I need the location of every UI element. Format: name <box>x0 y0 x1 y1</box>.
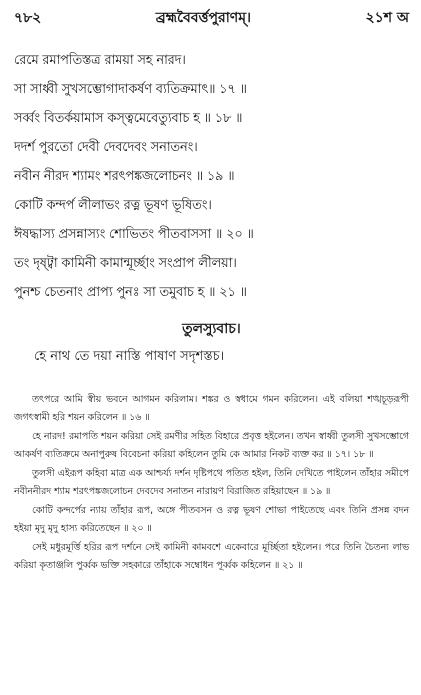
verse-line: নবীন নীরদ শ্যামং শরৎপঙ্কজলোচনং ॥ ১৯ ॥ <box>14 169 235 184</box>
verse-line: কোটি কন্দর্প লীলাভং রত্ন ভূষণ ভূষিতং। <box>14 198 212 213</box>
sanskrit-verses <box>14 46 409 307</box>
verse-line: রেমে রমাপতিস্তত্র রাময়া সহ নারদ। <box>14 53 186 68</box>
book-title: ব্রহ্মবৈবর্ত্তপুরাণম্‌। <box>155 10 252 26</box>
verse-line: ঈষদ্ধাস্য প্রসন্নাস্যং শোভিতং পীতবাসসা ॥ ২০ ॥ <box>14 227 254 242</box>
chapter-label: ২১শ অ <box>365 10 409 26</box>
verse-line: সর্ব্বং বিতর্কয়ামাস কস্ত্বমেবেত্যুবাচ হ ॥ ১৮ ॥ <box>14 111 243 126</box>
verse-line: তং দৃষ্ট্বা কামিনী কামান্মূর্চ্ছাং সংপ্রাপ লীলয়া। <box>14 256 237 271</box>
prose-paragraph: হে নারদ! রমাপতি শয়ন করিয়া সেই রমণীর সহিত বিহারে প্রবৃত্ত হইলেন। তখন স্বাধ্বী তুলসী সুখসম্ভোগে আকর্ষণ ব্যতিক্রমে অনাপুরুষ বিবেচনা করিয়া কহিলেন তুমি কে আমার নিকট ব্যক্ত কর ॥ ১৭। ১৮ ॥ <box>14 431 409 460</box>
verse-line: দদর্শ পুরতো দেবী দেবদেবং সনাতনং। <box>14 140 198 155</box>
bengali-translation <box>14 391 409 575</box>
speaker-heading: তুলস্যুবাচ। <box>182 321 241 337</box>
page-header <box>14 6 409 28</box>
prose-paragraph: সেই মধুরমূর্ত্তি হরির রূপ দর্শনে সেই কামিনী কামবশে একেবারে মূর্চ্ছিতা হইলেন। পরে তিনি চৈতন্য লাভ করিয়া কৃতাঞ্জলি পুর্ব্বক ভক্তি সহকারে তাঁহাকে সম্বোধন পূর্ব্বক কহিলেন ॥ ২১ ॥ <box>14 542 409 571</box>
verse-line: পুনশ্চ চেতনাং প্রাপ্য পুনঃ সা তমুবাচ হ ॥ ২১ ॥ <box>14 285 247 300</box>
prose-paragraph: তৎপরে আমি স্বীয় ভবনে আগমন করিলাম। শঙ্কর ও স্বধামে গমন করিলেন। এই বলিয়া শঙ্খচূড়রূপী জগৎস্বামী হরি শয়ন করিলেন ॥ ১৬ ॥ <box>14 394 409 423</box>
page-number: ৭৮২ <box>14 10 42 26</box>
verse-line: সা সাধ্বী সুখসম্ভোগাদাকর্ষণ ব্যতিক্রমাৎ॥ ১৭ ॥ <box>14 82 247 97</box>
prose-paragraph: কোটি কন্দর্পের ন্যায় তাঁহার রূপ, অঙ্গে পীতবসন ও রত্ন ভূষণ শোভা পাইতেছে এবং তিনি প্রসন্ন বদন হইয়া মৃদু মৃদু হাস্য করিতেছেন ॥ ২০ ॥ <box>14 505 409 534</box>
prose-paragraph: তুলসী এইরূপ কহিবা মাত্র এক আশ্চর্য্য দর্শন দৃষ্টিপথে পতিত হইল, তিনি দেখিতে পাইলেন তাঁহার সমীপে নবীননীরদ শ্যাম শরৎপঙ্কজলোচন দেবদেব সনাতন নারায়ণ বিরাজিত রহিয়াছেন ॥ ১৯ ॥ <box>14 468 409 497</box>
speaker-verse: হে নাথ তে দয়া নাস্তি পাষাণ সদৃশস্তচ। <box>34 349 225 364</box>
